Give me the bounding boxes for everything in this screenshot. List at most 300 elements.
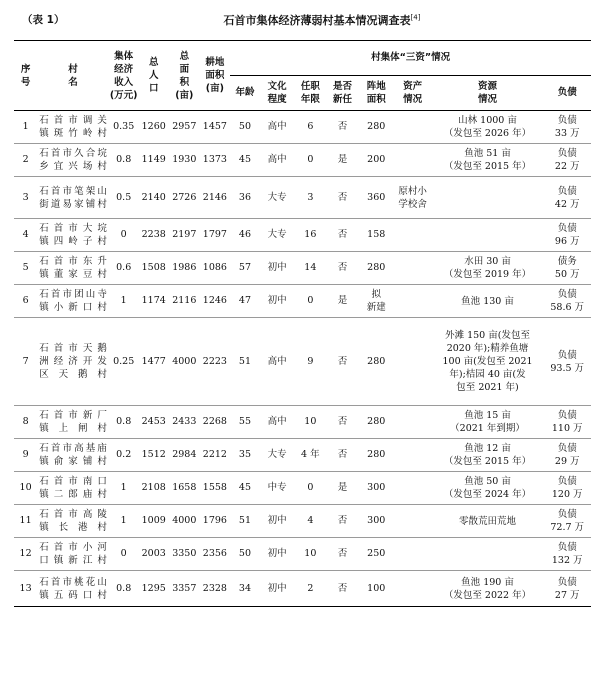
- cell-education: 中专: [260, 472, 295, 505]
- text-line: 负债: [557, 476, 577, 487]
- text-line: 乡宜兴场村: [39, 161, 107, 172]
- text-line: 石首市小河: [39, 542, 107, 553]
- cell-debt: [543, 144, 591, 177]
- text-line: 石首市笔架山: [39, 185, 107, 197]
- cell-farmland: 2328: [202, 582, 227, 594]
- cell-age: 46: [230, 219, 260, 252]
- cell-seq: 5: [14, 252, 37, 285]
- text-line: 资源: [478, 81, 498, 92]
- text-line: （发包至 2015 年）: [443, 456, 532, 467]
- text-line: 石首市新厂: [39, 410, 107, 421]
- cell-age: 36: [230, 177, 260, 219]
- cell-term: 9: [295, 318, 327, 406]
- cell-name: [37, 111, 109, 144]
- text-line: 负债: [557, 115, 577, 126]
- cell-education: 高中: [260, 406, 295, 439]
- cell-income: 0.6: [109, 252, 139, 285]
- cell-education: 大专: [260, 219, 295, 252]
- text-line: 50 万: [554, 269, 580, 280]
- text-line: （发包至 2024 年）: [443, 489, 532, 500]
- cell-name: [37, 472, 109, 505]
- cell-debt: [543, 571, 591, 607]
- cell-site-area: 280: [359, 252, 394, 285]
- text-line: 村: [68, 63, 78, 75]
- cell-resources: [432, 318, 544, 406]
- table-row: [14, 538, 591, 571]
- cell-term: 0: [295, 472, 327, 505]
- cell-assets: [394, 571, 432, 607]
- cell-debt: [543, 472, 591, 505]
- cell-total-area: 3350: [169, 538, 200, 571]
- text-line: 学校舍: [398, 198, 427, 210]
- text-line: 镇上闸村: [39, 423, 107, 434]
- text-line: 石首市久合垸: [39, 148, 107, 159]
- text-line: 鱼池 15 亩: [464, 410, 511, 421]
- text-line: 新建: [366, 302, 386, 313]
- text-line: 镇董家豆村: [39, 269, 107, 280]
- table-row: [14, 252, 591, 285]
- cell-term: 4: [295, 505, 327, 538]
- cell-age: 34: [238, 582, 251, 594]
- cell-name: [37, 571, 109, 607]
- cell-term: 4 年: [295, 439, 327, 472]
- cell-assets: [394, 219, 432, 252]
- cell-age: 50: [230, 111, 260, 144]
- text-line: 鱼池 190 亩: [461, 576, 514, 588]
- cell-assets: [394, 505, 432, 538]
- cell-assets: [394, 439, 432, 472]
- village-survey-table: [14, 40, 591, 607]
- cell-term: 3: [295, 177, 327, 219]
- text-line: 石首市东升: [39, 256, 107, 267]
- text-line: 资产: [403, 81, 423, 92]
- text-line: 93.5 万: [550, 362, 585, 374]
- text-line: 口: [148, 83, 159, 94]
- cell-assets: [394, 252, 432, 285]
- text-line: 人: [148, 70, 159, 81]
- text-line: 山林 1000 亩: [458, 115, 517, 126]
- cell-resources: [432, 144, 544, 177]
- cell-name: [37, 219, 109, 252]
- cell-debt: [543, 439, 591, 472]
- cell-assets: [394, 406, 432, 439]
- text-line: 序: [20, 63, 31, 75]
- table-row: [14, 472, 591, 505]
- cell-seq: 10: [14, 472, 37, 505]
- text-line: （发包至 2022 年）: [443, 589, 532, 601]
- text-line: 2020 年);精养鱼塘: [446, 343, 529, 354]
- cell-site-area: [359, 285, 394, 318]
- cell-seq: 8: [14, 406, 37, 439]
- text-line: 负债: [557, 185, 577, 197]
- cell-age: 45: [230, 472, 260, 505]
- cell-income: 1: [109, 505, 139, 538]
- cell-population: 2108: [138, 472, 169, 505]
- cell-age: 51: [230, 505, 260, 538]
- cell-education: 初中: [260, 505, 295, 538]
- cell-name: [37, 318, 109, 406]
- text-line: 面积: [205, 70, 225, 81]
- cell-education: 高中: [260, 144, 295, 177]
- cell-name: [37, 538, 109, 571]
- table-row: [14, 144, 591, 177]
- cell-education: 高中: [260, 111, 295, 144]
- cell-farmland: 2212: [200, 439, 231, 472]
- cell-concurrent: 否: [326, 406, 359, 439]
- text-line: 42 万: [554, 198, 580, 210]
- text-line: 镇长港村: [39, 522, 107, 533]
- cell-farmland: 1797: [200, 219, 231, 252]
- cell-term: 0: [295, 285, 327, 318]
- cell-farmland: 1796: [200, 505, 231, 538]
- cell-farmland: 2268: [200, 406, 231, 439]
- cell-name: [37, 285, 109, 318]
- cell-population: 1009: [138, 505, 169, 538]
- cell-total-area: 2957: [169, 111, 200, 144]
- cell-site-area: 280: [359, 406, 394, 439]
- cell-farmland: 1457: [200, 111, 231, 144]
- cell-income: 0.35: [109, 111, 139, 144]
- text-line: 鱼池 51 亩: [464, 148, 511, 159]
- cell-farmland: 2356: [200, 538, 231, 571]
- cell-name: [37, 177, 109, 219]
- cell-name: [37, 252, 109, 285]
- text-line: （发包至 2015 年）: [443, 161, 532, 172]
- text-line: 负债: [557, 576, 577, 588]
- cell-debt: [543, 111, 591, 144]
- text-line: 面积: [366, 94, 386, 105]
- cell-education: 高中: [260, 318, 295, 406]
- text-line: 口镇新江村: [39, 555, 107, 566]
- cell-site-area: 300: [359, 505, 394, 538]
- cell-farmland: 1246: [200, 285, 231, 318]
- cell-assets: [394, 318, 432, 406]
- cell-debt: [543, 177, 591, 219]
- text-line: 总: [179, 50, 190, 62]
- text-line: 镇五码口村: [39, 589, 107, 601]
- cell-assets: [394, 538, 432, 571]
- cell-name: [37, 505, 109, 538]
- cell-seq: 12: [14, 538, 37, 571]
- cell-seq: 9: [14, 439, 37, 472]
- cell-total-area: 4000: [169, 318, 200, 406]
- text-line: 水田 30 亩: [464, 256, 511, 267]
- cell-site-area: 250: [359, 538, 394, 571]
- cell-education: 大专: [260, 439, 295, 472]
- text-line: 街道易家铺村: [39, 198, 107, 210]
- cell-concurrent: 否: [326, 177, 359, 219]
- text-line: 负债: [557, 349, 577, 361]
- cell-total-area: 4000: [169, 505, 200, 538]
- cell-term: 16: [295, 219, 327, 252]
- cell-population: 1149: [138, 144, 169, 177]
- cell-age: 57: [230, 252, 260, 285]
- text-line: 72.7 万: [550, 522, 585, 533]
- text-line: 负债: [557, 148, 577, 159]
- cell-term: 2: [307, 582, 314, 594]
- cell-debt: [543, 252, 591, 285]
- text-line: 镇小新口村: [39, 302, 107, 313]
- cell-farmland: 1558: [200, 472, 231, 505]
- text-line: 原村小: [398, 185, 427, 197]
- cell-population: 2003: [138, 538, 169, 571]
- cell-debt: [543, 285, 591, 318]
- cell-resources: [432, 406, 544, 439]
- text-line: 鱼池 130 亩: [461, 295, 514, 307]
- cell-term: 14: [295, 252, 327, 285]
- cell-farmland: 2146: [200, 177, 231, 219]
- table-row: [14, 285, 591, 318]
- cell-education: 初中: [260, 285, 295, 318]
- text-line: 程度: [267, 94, 287, 105]
- header-farmland: [200, 41, 231, 111]
- text-line: 石首市桃花山: [39, 576, 107, 588]
- text-line: 任职: [300, 81, 320, 92]
- table-body: [14, 111, 591, 607]
- text-line: 100 亩(发包至 2021: [442, 356, 533, 367]
- text-line: 负债: [557, 410, 577, 421]
- header-total-area: [169, 41, 200, 111]
- header-assets: [394, 76, 432, 111]
- text-line: 负债: [557, 542, 577, 553]
- header-education: [260, 76, 295, 111]
- text-line: 收入: [114, 76, 134, 88]
- cell-population: 2238: [138, 219, 169, 252]
- cell-age: 47: [230, 285, 260, 318]
- text-line: 面: [179, 63, 190, 75]
- header-population: [138, 41, 169, 111]
- text-line: 是否: [332, 81, 352, 92]
- cell-income: 1: [109, 472, 139, 505]
- cell-seq: 3: [14, 177, 37, 219]
- cell-total-area: 2726: [169, 177, 200, 219]
- text-line: 27 万: [554, 589, 580, 601]
- cell-seq: 7: [14, 318, 37, 406]
- cell-resources: [432, 538, 544, 571]
- text-line: （发包至 2019 年）: [443, 269, 532, 280]
- cell-population: 1174: [138, 285, 169, 318]
- text-line: 集体: [114, 50, 134, 62]
- text-line: 镇斑竹岭村: [39, 128, 107, 139]
- cell-total-area: 1986: [169, 252, 200, 285]
- text-line: 120 万: [551, 489, 583, 500]
- cell-site-area: 360: [359, 177, 394, 219]
- cell-education: 初中: [267, 582, 287, 594]
- cell-total-area: 2984: [169, 439, 200, 472]
- cell-debt: [543, 406, 591, 439]
- text-line: 镇四岭子村: [39, 236, 107, 247]
- cell-concurrent: 否: [326, 538, 359, 571]
- table-title-text: 石首市集体经济薄弱村基本情况调查表: [223, 14, 411, 27]
- cell-site-area: 280: [359, 318, 394, 406]
- cell-debt: [543, 219, 591, 252]
- cell-concurrent: 否: [326, 439, 359, 472]
- cell-site-area: 280: [359, 111, 394, 144]
- header-resources: [432, 76, 544, 111]
- table-row: [14, 318, 591, 406]
- cell-population: 1260: [138, 111, 169, 144]
- cell-population: 1512: [138, 439, 169, 472]
- cell-assets: [394, 177, 432, 219]
- text-line: 情况: [478, 94, 498, 105]
- cell-resources: [432, 252, 544, 285]
- text-line: 石首市调关: [39, 115, 107, 126]
- header-site-area: [359, 76, 394, 111]
- text-line: 石首市天鹅: [39, 343, 107, 354]
- text-line: 石首市高陵: [39, 509, 107, 520]
- text-line: 58.6 万: [550, 302, 585, 313]
- cell-age: 45: [230, 144, 260, 177]
- cell-name: [37, 406, 109, 439]
- cell-age: 55: [230, 406, 260, 439]
- cell-concurrent: 否: [337, 582, 348, 594]
- text-line: 鱼池 12 亩: [464, 443, 511, 454]
- text-line: 石首市大垸: [39, 223, 107, 234]
- cell-education: 大专: [260, 177, 295, 219]
- cell-income: 0: [109, 538, 139, 571]
- text-line: 镇二郎庙村: [39, 489, 107, 500]
- table-title-ref: [4]: [410, 13, 421, 22]
- text-line: 阵地: [366, 81, 386, 92]
- text-line: 年限: [300, 94, 320, 105]
- table-row: [14, 111, 591, 144]
- cell-concurrent: 否: [326, 219, 359, 252]
- text-line: 文化: [267, 81, 287, 92]
- cell-seq: 4: [14, 219, 37, 252]
- header-village: [37, 41, 109, 111]
- cell-population: 2453: [138, 406, 169, 439]
- cell-total-area: 2116: [169, 285, 200, 318]
- text-line: 石首市高基庙: [39, 443, 107, 454]
- text-line: 拟: [371, 289, 381, 300]
- cell-income: 0.2: [109, 439, 139, 472]
- text-line: 石首市南口: [39, 476, 107, 487]
- cell-income: 0.8: [116, 582, 132, 594]
- cell-term: 0: [295, 144, 327, 177]
- header-three-assets-group: 村集体“三资”情况: [230, 41, 591, 76]
- header-term: [295, 76, 327, 111]
- cell-income: 0.25: [109, 318, 139, 406]
- text-line: (万元): [109, 89, 138, 101]
- cell-education: 初中: [260, 538, 295, 571]
- cell-income: 0.8: [109, 144, 139, 177]
- cell-concurrent: 否: [326, 318, 359, 406]
- cell-seq: 11: [14, 505, 37, 538]
- text-line: 零散荒田荒地: [459, 515, 517, 527]
- cell-total-area: 2433: [169, 406, 200, 439]
- cell-term: 10: [295, 406, 327, 439]
- text-line: 负债: [557, 223, 577, 234]
- table-row: [14, 219, 591, 252]
- text-line: 负债: [557, 443, 577, 454]
- cell-debt: [543, 538, 591, 571]
- cell-resources: [432, 571, 544, 607]
- cell-concurrent: 是: [326, 144, 359, 177]
- cell-site-area: 280: [359, 439, 394, 472]
- cell-total-area: 3357: [172, 582, 197, 594]
- text-line: 洲经济开发: [39, 356, 107, 367]
- cell-total-area: 2197: [169, 219, 200, 252]
- table-caption: [14, 10, 590, 32]
- cell-seq: 6: [14, 285, 37, 318]
- cell-name: [37, 144, 109, 177]
- cell-concurrent: 否: [326, 252, 359, 285]
- cell-debt: [543, 505, 591, 538]
- cell-total-area: 1930: [169, 144, 200, 177]
- cell-site-area: 300: [359, 472, 394, 505]
- cell-term: 6: [295, 111, 327, 144]
- cell-resources: [432, 439, 544, 472]
- text-line: 新任: [332, 94, 352, 105]
- cell-age: 51: [230, 318, 260, 406]
- cell-seq: 1: [14, 111, 37, 144]
- cell-resources: [432, 285, 544, 318]
- header-age: 年龄: [230, 76, 260, 111]
- cell-farmland: 1086: [200, 252, 231, 285]
- text-line: （发包至 2026 年）: [443, 128, 532, 139]
- cell-age: 35: [230, 439, 260, 472]
- cell-assets: [394, 111, 432, 144]
- text-line: 负债: [557, 289, 577, 300]
- cell-concurrent: 否: [326, 111, 359, 144]
- table-row: [14, 177, 591, 219]
- cell-farmland: 2223: [200, 318, 231, 406]
- text-line: 包至 2021 年): [456, 382, 519, 393]
- cell-age: 50: [230, 538, 260, 571]
- text-line: 总: [148, 57, 159, 68]
- cell-concurrent: 是: [326, 285, 359, 318]
- header-seq: [14, 41, 37, 111]
- text-line: 积: [179, 76, 190, 88]
- header-concurrent: [326, 76, 359, 111]
- text-line: 债务: [557, 256, 577, 267]
- text-line: （2021 年到期）: [450, 423, 525, 434]
- text-line: (亩): [175, 89, 194, 101]
- cell-income: 1: [109, 285, 139, 318]
- cell-population: 1477: [138, 318, 169, 406]
- cell-resources: [432, 219, 544, 252]
- text-line: 区天鹅村: [39, 369, 107, 380]
- cell-income: 0.8: [109, 406, 139, 439]
- cell-assets: [394, 144, 432, 177]
- cell-education: 初中: [260, 252, 295, 285]
- text-line: 负债: [557, 509, 577, 520]
- text-line: 号: [20, 76, 31, 88]
- cell-concurrent: 是: [326, 472, 359, 505]
- cell-population: 1295: [141, 582, 166, 594]
- cell-resources: [432, 505, 544, 538]
- cell-income: 0: [109, 219, 139, 252]
- text-line: 22 万: [554, 161, 580, 172]
- cell-assets: [394, 285, 432, 318]
- cell-seq: 13: [19, 582, 32, 594]
- cell-concurrent: 否: [326, 505, 359, 538]
- cell-term: 10: [295, 538, 327, 571]
- cell-name: [37, 439, 109, 472]
- text-line: 耕地: [205, 57, 225, 68]
- text-line: 110 万: [551, 423, 583, 434]
- text-line: 石首市团山寺: [39, 289, 107, 300]
- cell-site-area: 158: [359, 219, 394, 252]
- table-row: [14, 505, 591, 538]
- cell-assets: [394, 472, 432, 505]
- cell-seq: 2: [14, 144, 37, 177]
- cell-farmland: 1373: [200, 144, 231, 177]
- text-line: 年);桔园 40 亩(发: [449, 369, 526, 380]
- cell-site-area: 200: [359, 144, 394, 177]
- table-row: [14, 571, 591, 607]
- text-line: 29 万: [554, 456, 580, 467]
